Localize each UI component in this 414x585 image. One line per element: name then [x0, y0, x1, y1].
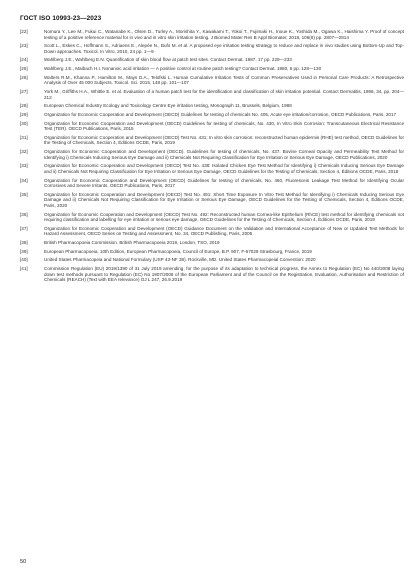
reference-text: Organization for Economic Cooperation and Development (OECD) Guidance Document on the Validation and International Acceptance of New or Updated Test Methods for Hazard Assessment, OECD Series on Testing and Assessment, No. 34, OECD Publishing, Paris, 2005	[44, 225, 404, 237]
reference-number: [37]	[20, 225, 28, 231]
reference-text: Organization for Economic Cooperation and Development (OECD) Test No. 491: Short Time Exposure In Vitro Test Method for Identifying i) Chemicals Inducing Serious Eye Damage and ii) Chemicals Not Requiring Classification for Eye Irritation or Serious Eye Damage, OECD Guidelines for the Testing of Chemicals, Section 4, Éditions OCDE, Paris, 2020	[44, 191, 404, 208]
reference-entry	[20, 226, 404, 237]
reference-text: Organization for Economic Cooperation and Development (OECD) Guidelines for testing of chemicals, No. 430, In Vitro Skin Corrosion: Transcutaneous Electrical Resistance Test (TER). OECD Publications, Paris, 2015	[44, 120, 404, 132]
reference-entry	[20, 212, 404, 223]
reference-entry	[20, 89, 404, 100]
reference-text: Organization for Economic Cooperation and Development (OECD) Guidelines for testing of chemicals, No. 460, Fluorescein Leakage Test Method for Identifying Ocular Corrosives and Severe Irritants. OECD Publications, Paris, 2017	[44, 177, 404, 189]
reference-number: [40]	[20, 257, 28, 263]
reference-text: British Pharmacopoeia Commission. British Pharmacopoeia 2019, London, TSO, 2019	[44, 240, 220, 246]
reference-number: [29]	[20, 112, 28, 117]
reference-number: [35]	[20, 191, 28, 197]
reference-entry	[20, 240, 404, 246]
reference-text: Organization for Economic Cooperation and Development (OECD) Test No. 438: Isolated Chicken Eye Test Method for Identifying i) Chemicals Inducing Serious Eye Damage and ii) Chemicals Not Requiring Classification for Eye Irritation or Serious Eye Damage, OECD Guidelines for the Testing of Chemicals, Section 4, Éditions OCDE, Paris, 2018	[44, 163, 404, 174]
reference-text: Wahlberg J.E., Maibach H.I. Nonanoic acid irritation — A positive control at routine patch testing? Contact Dermat. 1980, 6 pp. 128—130	[44, 66, 322, 72]
reference-number: [31]	[20, 134, 28, 140]
reference-number: [24]	[20, 57, 28, 63]
reference-text: Nomura Y., Lee M., Fukui C., Watanabe K., Olsen D., Turley A., Morishita Y., Kawakami T., Yokoi T., Fujimaki H., Inoue K., Yoshida M., Ogawa K., Haishima Y. Proof of concept testing of a positive reference material for in vivo and in vitro skin irritation testing. J Biomed Mater Res B Appl Biomater, 2018, 106(8) pp. 2807—2814	[44, 29, 404, 40]
reference-number: [23]	[20, 43, 28, 49]
reference-entry	[20, 43, 404, 54]
reference-text: Scott L., Eskes C., Hoffmann S., Adriaens E., Alepée N., Bufo M. et al. A proposed eye irritation testing strategy to reduce and replace in vivo studies using Bottom-Up and Top-Down approaches. Toxicol. In Vitro, 2010, 24 pp. 1—9	[44, 43, 404, 54]
reference-number: [33]	[20, 163, 28, 169]
reference-text: Wahlberg J.E., Wahlberg E.N. Quantification of skin blood flow at patch test sites. Contact Dermat. 1987, 17 pp. 229—233	[44, 57, 292, 63]
reference-number: [28]	[20, 103, 28, 109]
reference-entry	[20, 29, 404, 40]
reference-number: [39]	[20, 248, 28, 254]
reference-number: [34]	[20, 177, 28, 183]
reference-text: Organization for Economic Cooperation and Development (OECD) Test No. 492: Reconstructed human Cornea-like Epithelium (RhCE) test method for identifying chemicals not requiring classification and labelling for eye irritation or serious eye damage, OECD Guidelines for the Testing of Chemicals, Section 4, Éditions OCDE, Paris, 2019	[44, 211, 404, 223]
reference-entry	[20, 249, 404, 255]
reference-text: United States Pharmacopeia and National Formulary (USP 43-NF 38). Rockville, MD. United States Pharmacopeial Convention: 2020	[44, 257, 316, 263]
reference-number: [26]	[20, 74, 28, 80]
reference-entry	[20, 112, 404, 118]
standard-header: ГОСТ ISO 10993-23—2023	[20, 15, 102, 22]
reference-number: [32]	[20, 149, 28, 155]
reference-text: European Pharmacopoeia, 10th Edition, European Pharmacopoeia, Council of Europe, B.P. 907, F-67029 Strasbourg, France, 2019	[44, 248, 312, 254]
reference-entry	[20, 266, 404, 283]
reference-entry	[20, 66, 404, 72]
reference-number: [38]	[20, 240, 28, 246]
reference-number: [25]	[20, 66, 28, 72]
reference-list	[20, 29, 404, 286]
reference-number: [27]	[20, 89, 28, 95]
reference-entry	[20, 257, 404, 263]
reference-entry	[20, 163, 404, 174]
reference-text: Walters R.M., Khanna P., Hamilton M., Mays D.A., Telofski L. Human Cumulative Irritation Tests of Common Preservatives Used in Personal Care Products: A Retrospective Analysis of Over 45 000 Subjects. Toxicol. Sci. 2015, 148 pp. 101—107	[44, 74, 404, 86]
reference-entry	[20, 135, 404, 146]
reference-text: York M., Griffiths H.A., Whittle E. et al. Evaluation of a human patch test for the identification and classification of skin irritation potential. Contact Dermatitis, 1996, 34, pp. 204—212	[44, 89, 404, 100]
reference-text: Organization for Economic Cooperation and Development (OECD). Guidelines for testing of chemicals, No. 437. Bovine Corneal Opacity and Permeability Test Method for Identifying i) Chemicals Inducing Serious Eye Damage and ii) Chemicals Not Requiring Classification for Eye Irritation or Serious Eye Damage, OECD Publications, 2020	[44, 149, 404, 160]
reference-entry	[20, 75, 404, 86]
reference-text: Organization for Economic Cooperation and Development (OECD) Guidelines for testing of chemicals No. 405, Acute eye irritation/corrosion, OECD Publications, Paris, 2017	[44, 112, 397, 117]
reference-number: [30]	[20, 120, 28, 126]
reference-entry	[20, 57, 404, 63]
reference-entry	[20, 192, 404, 209]
reference-number: [36]	[20, 211, 28, 217]
reference-entry	[20, 121, 404, 132]
reference-entry	[20, 178, 404, 189]
reference-entry	[20, 103, 404, 109]
reference-text: Commission Regulation (EU) 2019/1390 of 31 July 2019 amending, for the purpose of its adaptation to technical progress, the Annex to Regulation (EC) No 440/2008 laying down test methods pursuant to Regulation (EC) No 1907/2006 of the European Parliament and of the Council on the Registration, Evaluation, Authorisation and Restriction of Chemicals (REACH) (Text with EEA relevance) OJ L 247, 26.9.2019	[44, 266, 404, 283]
reference-number: [41]	[20, 266, 28, 272]
reference-text: Organization for Economic Cooperation and Development (OECD) Test No. 431: In vitro skin corrosion: reconstructed human epidermis (RHE) test method, OECD Guidelines for the Testing of Chemicals, Section 4, Éditions OCDE, Paris, 2019	[44, 134, 404, 146]
page-number: 50	[20, 559, 27, 565]
reference-text: European Chemical Industry Ecology and Toxicology Centre Eye irritation testing, Monograph 11, Brussels, Belgium, 1988	[44, 103, 292, 109]
reference-number: [22]	[20, 29, 28, 34]
reference-entry	[20, 149, 404, 160]
